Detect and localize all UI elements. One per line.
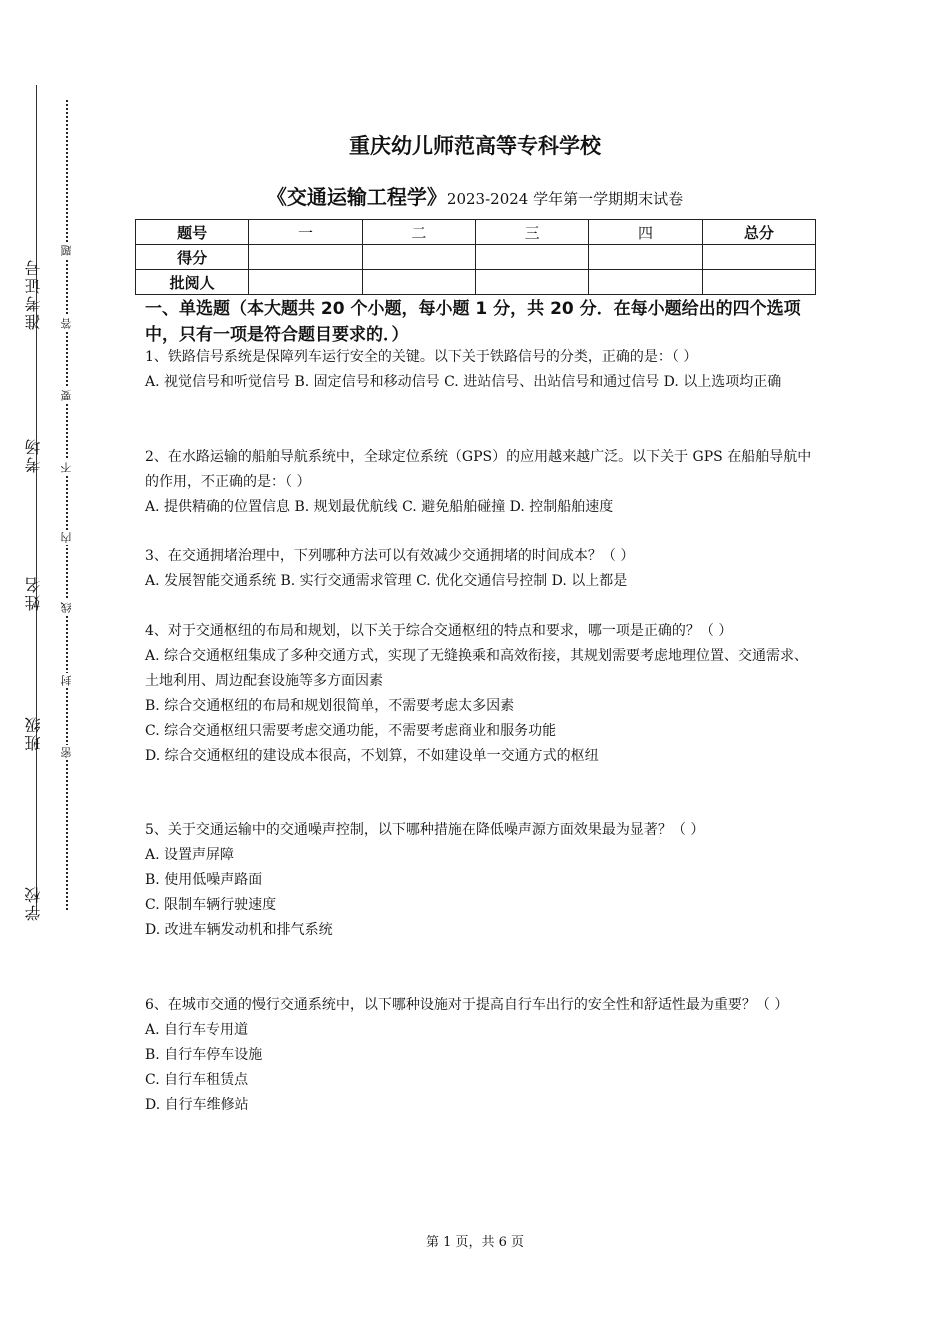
- question-stem: 6、在城市交通的慢行交通系统中，以下哪种设施对于提高自行车出行的安全性和舒适性最为重要？（ ）: [145, 997, 789, 1013]
- binding-label-exam-number: 准考证号: [24, 258, 43, 330]
- question-option: C. 限制车辆行驶速度: [145, 897, 277, 913]
- seal-dotted-line: [66, 100, 68, 910]
- binding-label-class: 班级: [24, 715, 43, 751]
- question-5: [145, 818, 815, 943]
- score-cell: [589, 270, 702, 295]
- exam-subtitle: [0, 181, 950, 210]
- score-cell: [362, 270, 475, 295]
- seal-char: 要: [60, 390, 73, 401]
- question-stem: 5、关于交通运输中的交通噪声控制，以下哪种措施在降低噪声源方面效果最为显著？（ ）: [145, 822, 705, 838]
- question-option: A. 发展智能交通系统 B. 实行交通需求管理 C. 优化交通信号控制 D. 以上都是: [145, 573, 628, 589]
- seal-char: 线: [60, 602, 73, 613]
- score-table-row: [136, 245, 816, 270]
- question-2: [145, 445, 815, 520]
- question-6: [145, 993, 815, 1118]
- question-4: [145, 619, 815, 769]
- seal-char: 题: [60, 245, 73, 256]
- binding-label-name: 姓名: [24, 575, 43, 611]
- score-cell: [475, 270, 588, 295]
- term-label: 2023-2024 学年第一学期期末试卷: [446, 190, 684, 208]
- score-cell: [249, 245, 362, 270]
- question-option: B. 综合交通枢纽的布局和规划很简单，不需要考虑太多因素: [145, 698, 515, 714]
- binding-label-school: 学校: [24, 885, 43, 921]
- score-header-cell: 二: [362, 220, 475, 245]
- question-option: D. 综合交通枢纽的建设成本很高，不划算，不如建设单一交通方式的枢纽: [145, 748, 599, 764]
- question-stem: 1、铁路信号系统是保障列车运行安全的关键。以下关于铁路信号的分类，正确的是：（ ）: [145, 349, 698, 365]
- question-option: C. 自行车租赁点: [145, 1072, 249, 1088]
- question-option: A. 设置声屏障: [145, 847, 235, 863]
- seal-char: 答: [60, 318, 73, 329]
- question-option: D. 改进车辆发动机和排气系统: [145, 922, 333, 938]
- school-title: 重庆幼儿师范高等专科学校: [349, 134, 601, 158]
- course-name: 《交通运输工程学》: [266, 185, 447, 209]
- question-option: C. 综合交通枢纽只需要考虑交通功能，不需要考虑商业和服务功能: [145, 723, 557, 739]
- section-title: 一、单选题（本大题共 20 个小题，每小题 1 分，共 20 分．在每小题给出的四个选项中，只有一项是符合题目要求的．）: [145, 299, 801, 345]
- question-option: D. 自行车维修站: [145, 1097, 249, 1113]
- score-header-cell: 四: [589, 220, 702, 245]
- score-header-cell: 三: [475, 220, 588, 245]
- question-option: A. 视觉信号和听觉信号 B. 固定信号和移动信号 C. 进站信号、出站信号和通过信号 D. 以上选项均正确: [145, 374, 782, 390]
- seal-char: 封: [60, 675, 73, 686]
- binding-label-exam-room: 考场: [24, 437, 43, 473]
- score-cell: [249, 270, 362, 295]
- question-option: A. 自行车专用道: [145, 1022, 249, 1038]
- question-1: [145, 345, 815, 395]
- seal-char: 密: [60, 747, 73, 758]
- question-stem: 4、对于交通枢纽的布局和规划，以下关于综合交通枢纽的特点和要求，哪一项是正确的？（ ）: [145, 623, 733, 639]
- score-table-row: [136, 270, 816, 295]
- score-cell: [362, 245, 475, 270]
- question-option: B. 使用低噪声路面: [145, 872, 263, 888]
- question-option: B. 自行车停车设施: [145, 1047, 263, 1063]
- page-footer: 第 1 页，共 6 页: [425, 1235, 525, 1250]
- score-header-cell: 总分: [702, 220, 815, 245]
- score-cell: [702, 270, 815, 295]
- score-cell: [702, 245, 815, 270]
- question-option: A. 综合交通枢纽集成了多种交通方式，实现了无缝换乘和高效衔接，其规划需要考虑地理位置、交通需求、土地利用、周边配套设施等多方面因素: [145, 648, 809, 689]
- question-3: [145, 544, 815, 594]
- score-header-cell: 一: [249, 220, 362, 245]
- score-cell: [475, 245, 588, 270]
- score-cell: [589, 245, 702, 270]
- score-table: [135, 219, 816, 295]
- question-stem: 2、在水路运输的船舶导航系统中，全球定位系统（GPS）的应用越来越广泛。以下关于 GPS 在船舶导航中的作用，不正确的是：（ ）: [145, 449, 812, 490]
- score-header-cell: 题号: [136, 220, 249, 245]
- score-row-label: 批阅人: [136, 270, 249, 295]
- seal-char: 内: [60, 532, 73, 543]
- question-stem: 3、在交通拥堵治理中，下列哪种方法可以有效减少交通拥堵的时间成本？（ ）: [145, 548, 635, 564]
- question-option: A. 提供精确的位置信息 B. 规划最优航线 C. 避免船舶碰撞 D. 控制船舶速度: [145, 499, 614, 515]
- score-row-label: 得分: [136, 245, 249, 270]
- seal-char: 不: [60, 462, 73, 473]
- score-table-header-row: [136, 220, 816, 245]
